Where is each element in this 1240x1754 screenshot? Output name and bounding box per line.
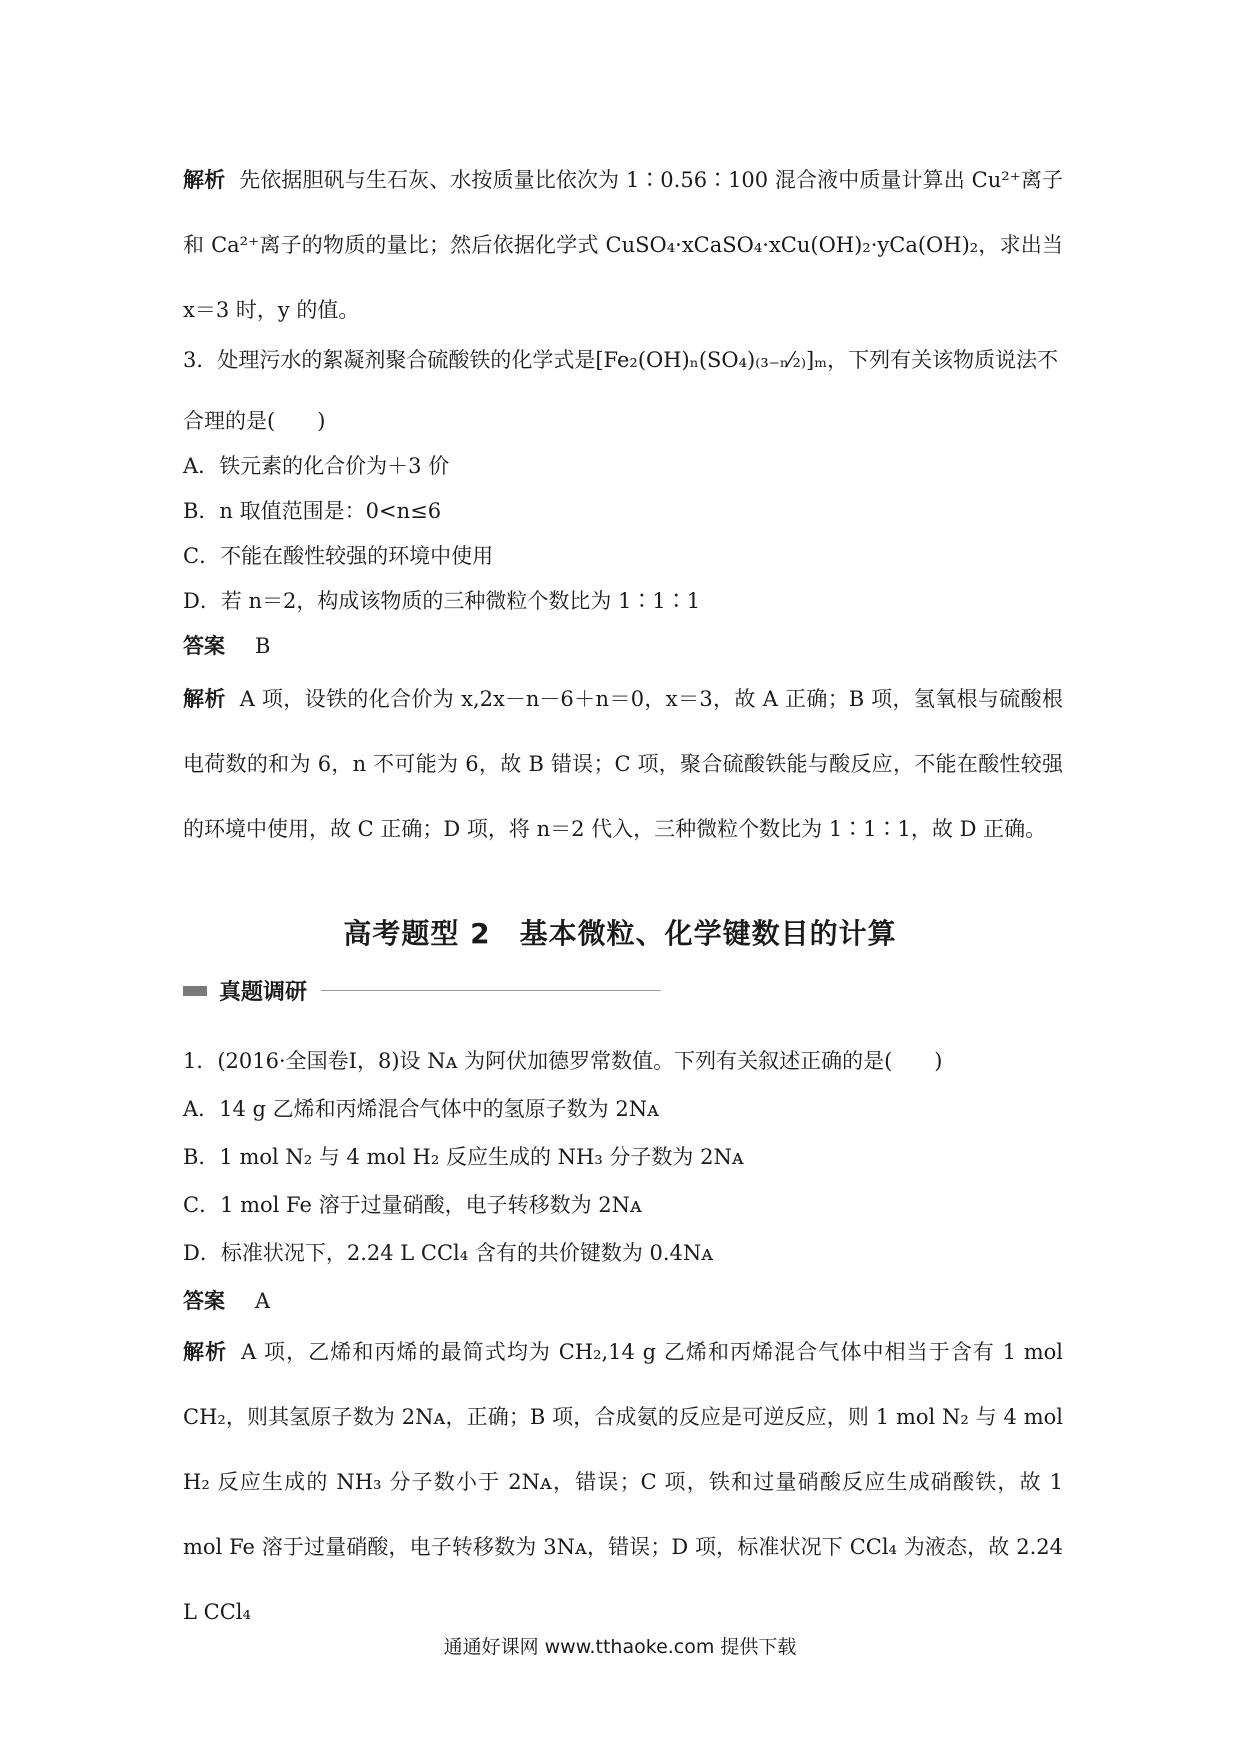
analysis-paragraph-prev <box>183 148 1063 343</box>
analysis-text: A 项，设铁的化合价为 x,2x－n－6＋n＝0，x＝3，故 A 正确；B 项，氢氧根与硫酸根电荷数的和为 6，n 不可能为 6，故 B 错误；C 项，聚合硫酸铁能与酸反应，不能在酸性较强的环境中使用，故 C 正确；D 项，将 n＝2 代入，三种微粒个数比为 1∶1∶1，故 D 正确。 <box>183 687 1063 841</box>
subhead-rule <box>321 990 661 991</box>
analysis-text: 先依据胆矾与生石灰、水按质量比依次为 1∶0.56∶100 混合液中质量计算出 Cu²⁺离子和 Ca²⁺离子的物质的量比；然后依据化学式 CuSO₄·xCaSO₄·xCu(OH)₂·yCa(OH)₂，求出当 x＝3 时，y 的值。 <box>183 168 1063 322</box>
subhead <box>183 975 661 1006</box>
answer-label: 答案 <box>183 634 225 658</box>
analysis-label: 解析 <box>183 1340 228 1364</box>
analysis-text: A 项，乙烯和丙烯的最简式均为 CH₂,14 g 乙烯和丙烯混合气体中相当于含有 1 mol CH₂，则其氢原子数为 2Nᴀ，正确；B 项，合成氨的反应是可逆反应，则 1 mol N₂ 与 4 mol H₂ 反应生成的 NH₃ 分子数小于 2Nᴀ，错误；C 项，铁和过量硝酸反应生成硝酸铁，故 1 mol Fe 溶于过量硝酸，电子转移数为 3Nᴀ，错误；D 项，标准状况下 CCl₄ 为液态，故 2.24 L CCl₄ <box>183 1340 1063 1624</box>
question-3-option-b: B．n 取值范围是：0<n≤6 <box>183 499 442 523</box>
subhead-text: 真题调研 <box>219 980 308 1005</box>
question-3-stem-line2: 合理的是( ) <box>183 409 326 433</box>
answer-value: B <box>255 634 271 658</box>
question-3-stem-line1: 3．处理污水的絮凝剂聚合硫酸铁的化学式是[Fe₂(OH)ₙ(SO₄)₍₃₋ₙ⁄₂₎]ₘ，下列有关该物质说法不 <box>183 348 1059 372</box>
question-1-option-d: D．标准状况下，2.24 L CCl₄ 含有的共价键数为 0.4Nᴀ <box>183 1241 714 1265</box>
page-footer: 通通好课网 www.tthaoke.com 提供下载 <box>443 1636 797 1658</box>
question-1-option-c: C．1 mol Fe 溶于过量硝酸，电子转移数为 2Nᴀ <box>183 1193 642 1217</box>
question-1-stem: 1．(2016·全国卷Ⅰ，8)设 Nᴀ 为阿伏加德罗常数值。下列有关叙述正确的是( ) <box>183 1049 943 1073</box>
section-title: 高考题型 2 基本微粒、化学键数目的计算 <box>343 917 897 950</box>
analysis-label: 解析 <box>183 168 226 192</box>
answer-label: 答案 <box>183 1289 225 1313</box>
question-1-answer <box>183 1285 1063 1315</box>
question-1-option-a: A．14 g 乙烯和丙烯混合气体中的氢原子数为 2Nᴀ <box>183 1097 659 1121</box>
question-3-option-a: A．铁元素的化合价为＋3 价 <box>183 454 450 478</box>
question-3-option-d: D．若 n＝2，构成该物质的三种微粒个数比为 1∶1∶1 <box>183 589 701 613</box>
question-3-analysis <box>183 667 1063 862</box>
question-3-answer <box>183 630 1063 660</box>
subhead-marker-icon <box>183 986 207 996</box>
answer-value: A <box>255 1289 271 1313</box>
question-1-analysis <box>183 1320 1063 1645</box>
question-1-option-b: B．1 mol N₂ 与 4 mol H₂ 反应生成的 NH₃ 分子数为 2Nᴀ <box>183 1145 744 1169</box>
analysis-label: 解析 <box>183 687 226 711</box>
question-3-option-c: C．不能在酸性较强的环境中使用 <box>183 544 494 568</box>
